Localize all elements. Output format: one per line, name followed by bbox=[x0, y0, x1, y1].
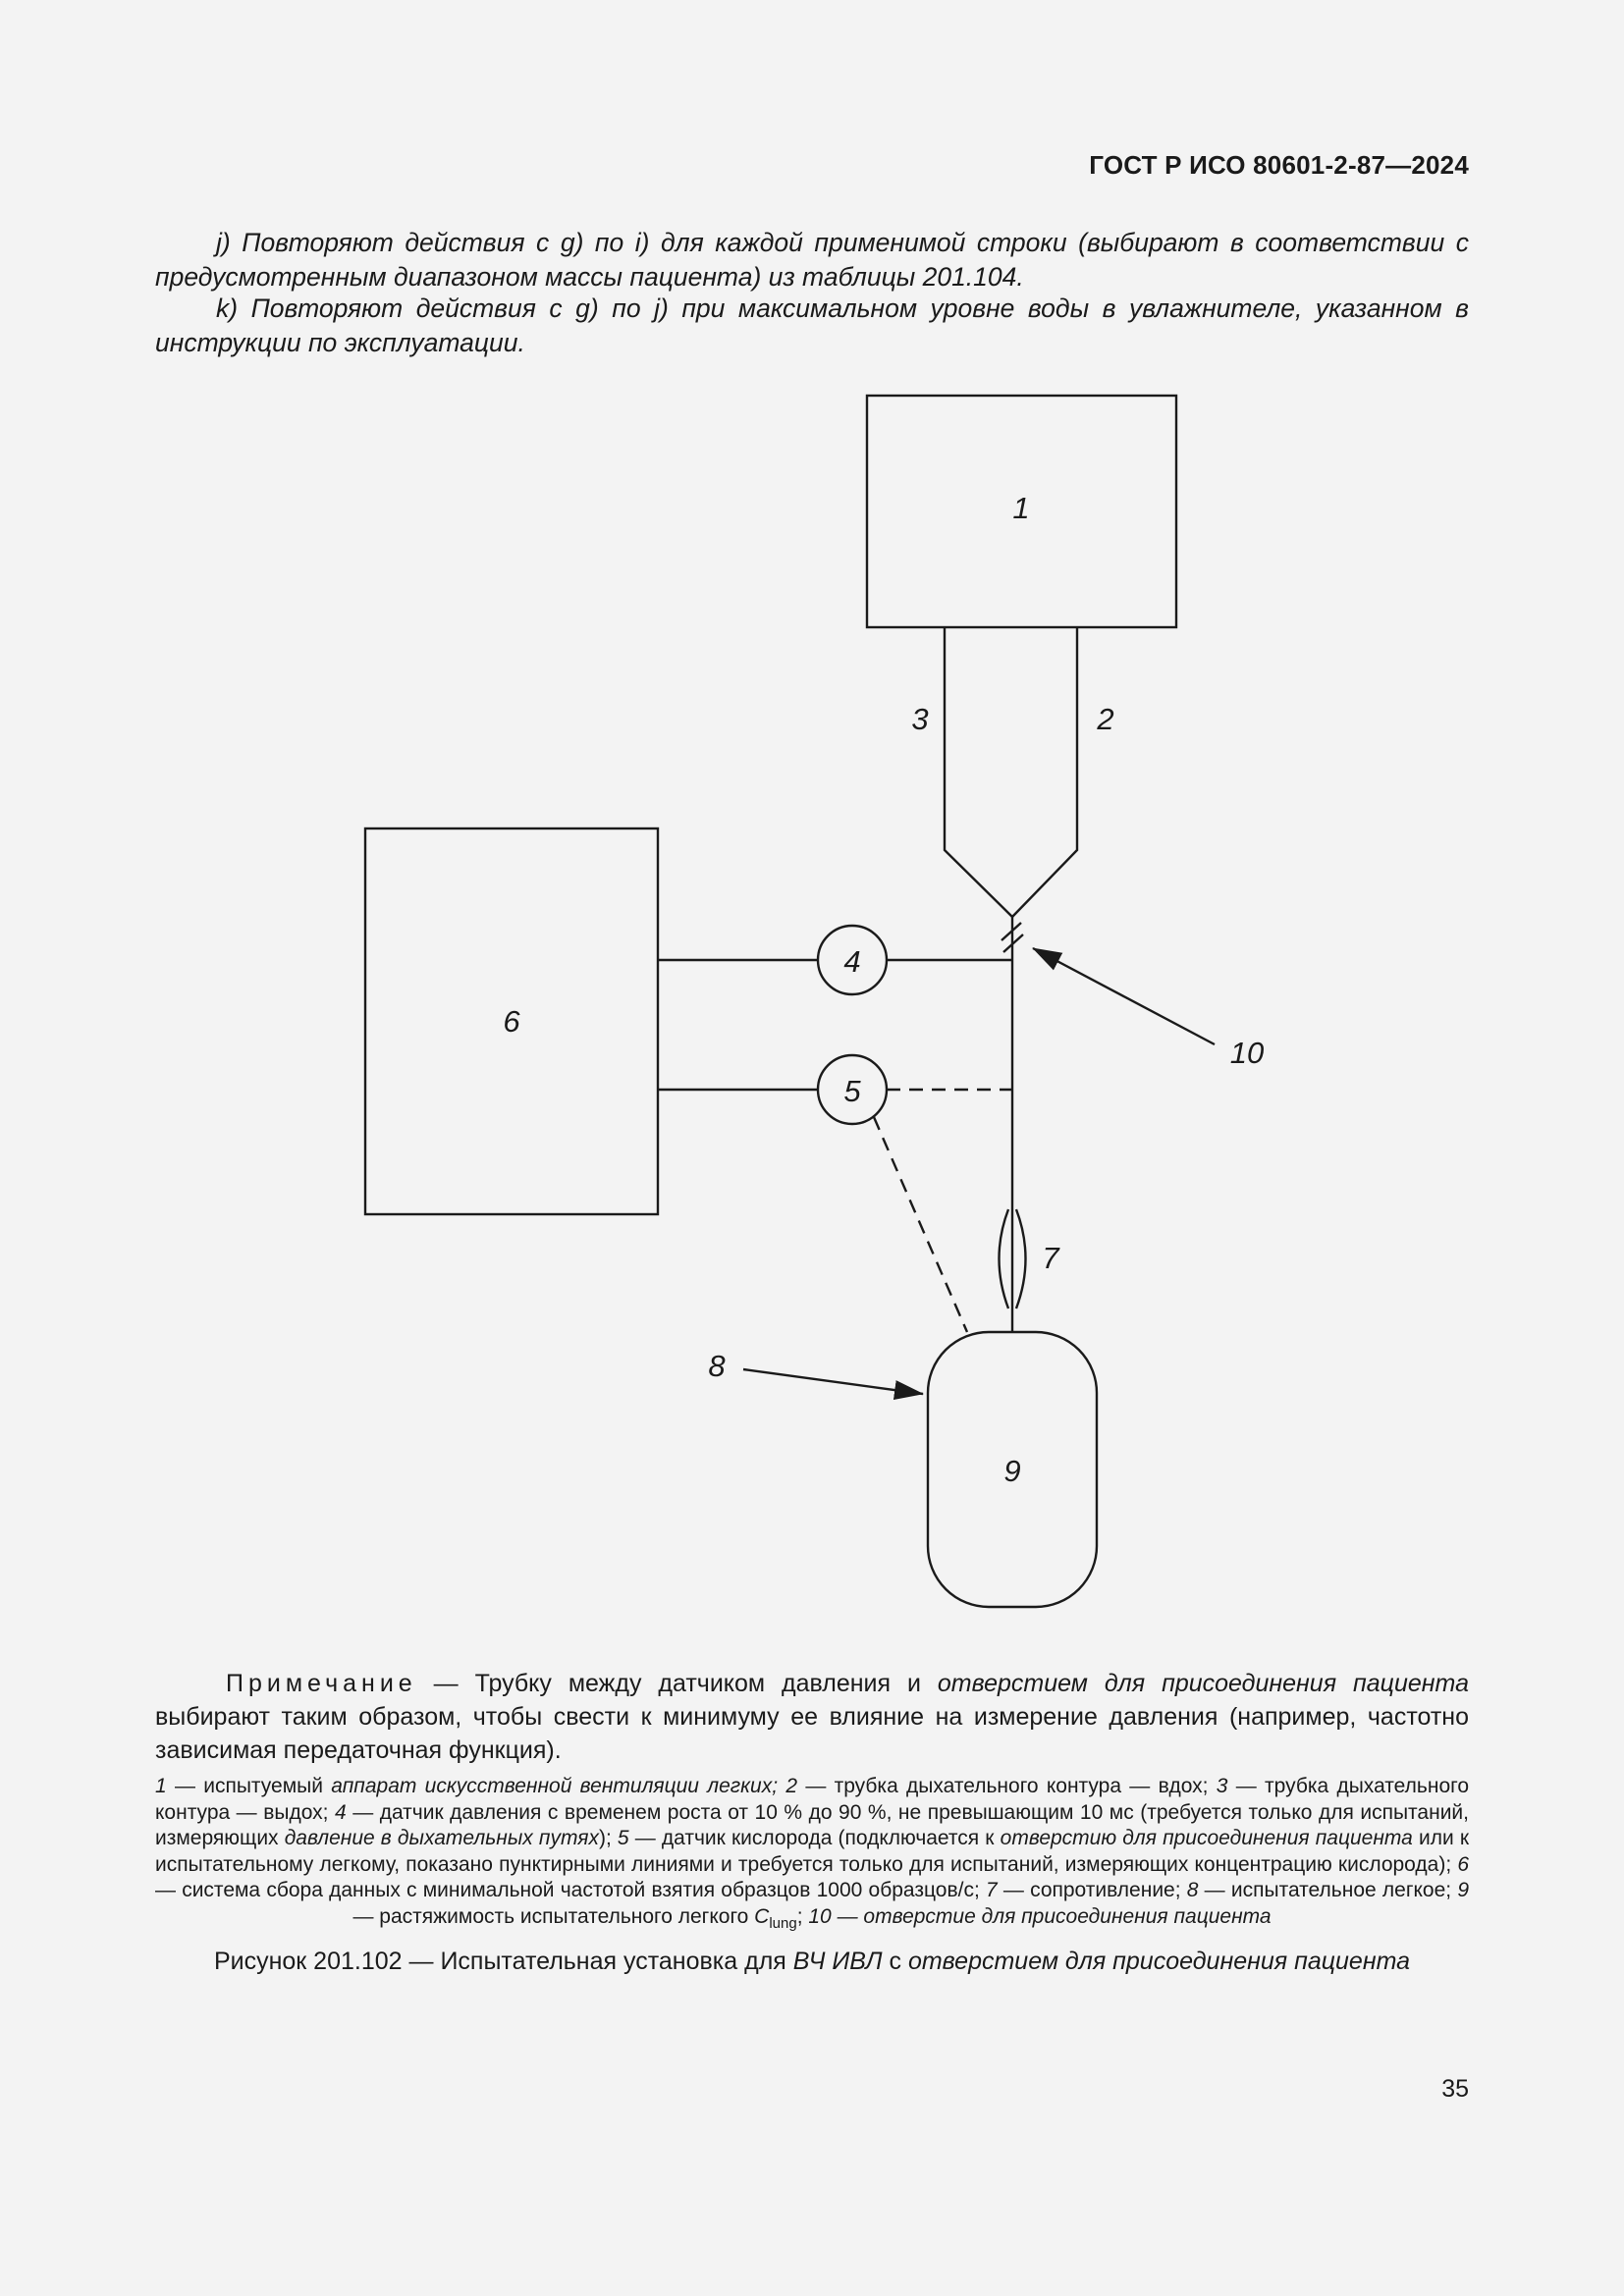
label-7: 7 bbox=[1042, 1241, 1059, 1275]
figure-key: 1 — испытуемый аппарат искусственной вентиляции легких; 2 — трубка дыхательного контура — вдох; 3 — трубка дыхательного контура — выдох; 4 — датчик давления с временем роста от 10 % до 90 %, не превышающим 10 мс (требуется только для испытаний, измеряющих давление в дыхательных путях); 5 — датчик кислорода (подключается к отверстию для присоединения пациента или к испытательному легкому, показано пунктирными линиями и требуется только для испытаний, измеряющих концентрацию кислорода); 6 — система сбора данных с минимальной частотой взятия образцов 1000 образцов/с; 7 — сопротивление; 8 — испытательное легкое; 9 — растяжимость испытательного легкого $C_{lung}$; 10 — отверстие для присоединения пациента bbox=[155, 1775, 1470, 1932]
figure-caption: Рисунок 201.102 — Испытательная установка для ВЧ ИВЛ с отверстием для присоединения пациента bbox=[213, 1948, 1411, 1975]
procedure-step-j: j) Повторяют действия с g) по i) для каждой применимой строки (выбирают в соответствии с предусмотренным диапазоном массы пациента) из таблицы 201.104. bbox=[155, 228, 1469, 292]
label-4: 4 bbox=[843, 944, 861, 979]
label-6: 6 bbox=[503, 1004, 520, 1039]
breathing-tubes bbox=[945, 627, 1077, 917]
note-text-before: — Трубку между датчиком давления и bbox=[416, 1670, 938, 1697]
label-9: 9 bbox=[1003, 1454, 1021, 1488]
resistance-left bbox=[1000, 1209, 1009, 1308]
arrow-10 bbox=[1033, 948, 1215, 1044]
note-text-after: выбирают таким образом, чтобы свести к минимуму ее влияние на измерение давления (например, частотно зависимая передаточная функция). bbox=[155, 1703, 1469, 1764]
page-number: 35 bbox=[1441, 2075, 1469, 2103]
note-italic: отверстием для присоединения пациента bbox=[937, 1670, 1469, 1697]
label-3: 3 bbox=[911, 702, 929, 736]
label-2: 2 bbox=[1097, 702, 1114, 736]
label-1: 1 bbox=[1012, 491, 1030, 525]
label-10: 10 bbox=[1229, 1036, 1265, 1070]
standard-designation: ГОСТ Р ИСО 80601-2-87—2024 bbox=[1089, 150, 1469, 180]
arrow-8 bbox=[743, 1369, 923, 1394]
resistance-right bbox=[1016, 1209, 1026, 1308]
label-8: 8 bbox=[708, 1349, 726, 1383]
procedure-step-k: k) Повторяют действия с g) по j) при максимальном уровне воды в увлажнителе, указанном в инструкции по эксплуатации. bbox=[155, 294, 1469, 357]
oxygen-dashed-to-lung bbox=[874, 1117, 967, 1332]
figure-note bbox=[155, 1667, 1469, 1767]
note-lead: Примечание bbox=[226, 1670, 417, 1697]
label-5: 5 bbox=[843, 1074, 861, 1108]
